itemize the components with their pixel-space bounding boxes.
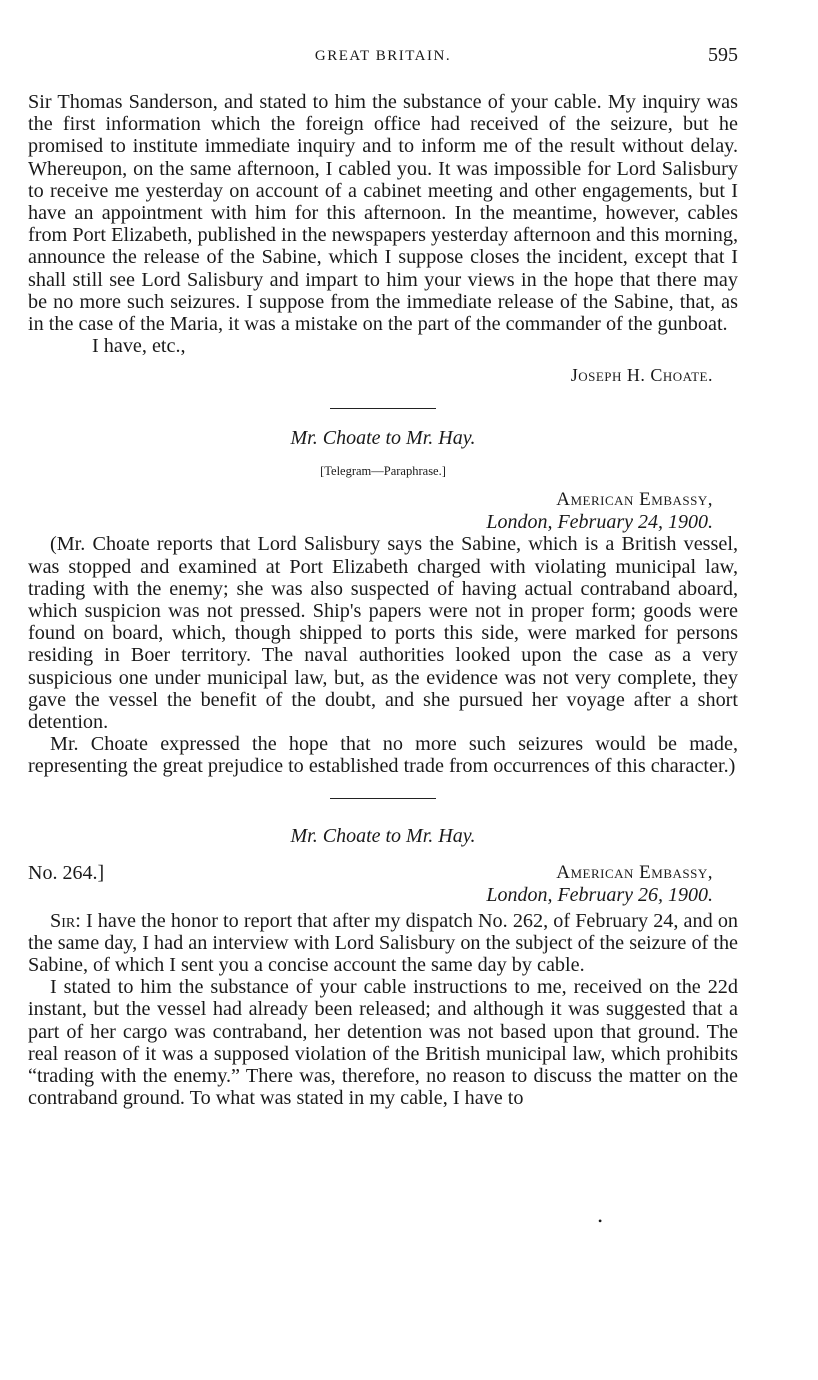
page-number: 595 [708,44,738,66]
dispatch-header-row [28,862,738,906]
telegram-embassy: American Embassy, [556,489,713,511]
dispatch-date: London, February 26, 1900. [486,883,713,906]
telegram-dateline [28,489,738,533]
dispatch-number: No. 264.] [28,861,105,884]
running-head [28,44,738,74]
closing-line: I have, etc., [92,335,186,358]
dispatch-paragraph-text: I have the honor to report that after my dispatch No. 262, of February 24, and on the same day, I had an interview with Lord Salisbury on the subject of the seizure of the Sabine, of which I sent you a concise account the same day by cable. [28,909,738,977]
page-body [28,91,738,1110]
running-title: GREAT BRITAIN. [314,48,452,64]
section-divider [330,798,436,799]
telegram-date: London, February 24, 1900. [486,511,713,534]
signature: Joseph H. Choate. [570,365,713,386]
salutation: Sir: [50,909,81,932]
dispatch-paragraph [28,910,738,977]
dispatch-embassy: American Embassy, [556,861,713,883]
continuation-paragraph: Sir Thomas Sanderson, and stated to him the substance of your cable. My inquiry was the first information which the foreign office had received of the seizure, but he promised to institute immediate inquiry and to inform me of the result without delay. Whereupon, on the same afternoon, I cabled you. It was impossible for Lord Salisbury to receive me yesterday on account of a cabinet meeting and other engagements, but I have an appointment with him for this afternoon. In the meantime, however, cables from Port Elizabeth, published in the newspapers yesterday afternoon and this morning, announce the release of the Sabine, which I suppose closes the incident, except that I shall still see Lord Salisbury and impart to him your views in the hope that there may be no more such seizures. I suppose from the immediate release of the Sabine, that, as in the case of the Maria, it was a mistake on the part of the commander of the gunboat. [28,91,738,336]
telegram-paragraph: (Mr. Choate reports that Lord Salisbury says the Sabine, which is a British vessel, was stopped and examined at Port Elizabeth charged with violating municipal law, trading with the enemy; she was also suspected of having actual contraband aboard, which suspicion was not pressed. Ship's papers were not in proper form; goods were found on board, which, though shipped to ports this side, were marked for persons residing in Boer territory. The naval authorities looked upon the case as a very suspicious one under municipal law, but, as the evidence was not very complete, they gave the vessel the benefit of the doubt, and she pursued her voyage after a short detention. [28,533,738,734]
telegram-paragraph: Mr. Choate expressed the hope that no more such seizures would be made, representing the great prejudice to established trade from occurrences of this character.) [28,733,738,778]
section-divider [330,408,436,409]
dispatch-heading: Mr. Choate to Mr. Hay. [290,824,476,847]
telegram-note: [Telegram—Paraphrase.] [320,464,446,479]
dispatch-paragraph: I stated to him the substance of your cable instructions to me, received on the 22d instant, but the vessel had already been released; and although it was suggested that a part of her cargo was contraband, her detention was not based upon that ground. The real reason of it was a supposed violation of the British municipal law, which prohibits “trading with the enemy.” There was, therefore, no reason to discuss the matter on the contraband ground. To what was stated in my cable, I have to [28,976,738,1110]
dispatch-dateline [28,862,738,906]
stray-mark: • [598,1214,603,1228]
telegram-heading: Mr. Choate to Mr. Hay. [290,427,476,450]
